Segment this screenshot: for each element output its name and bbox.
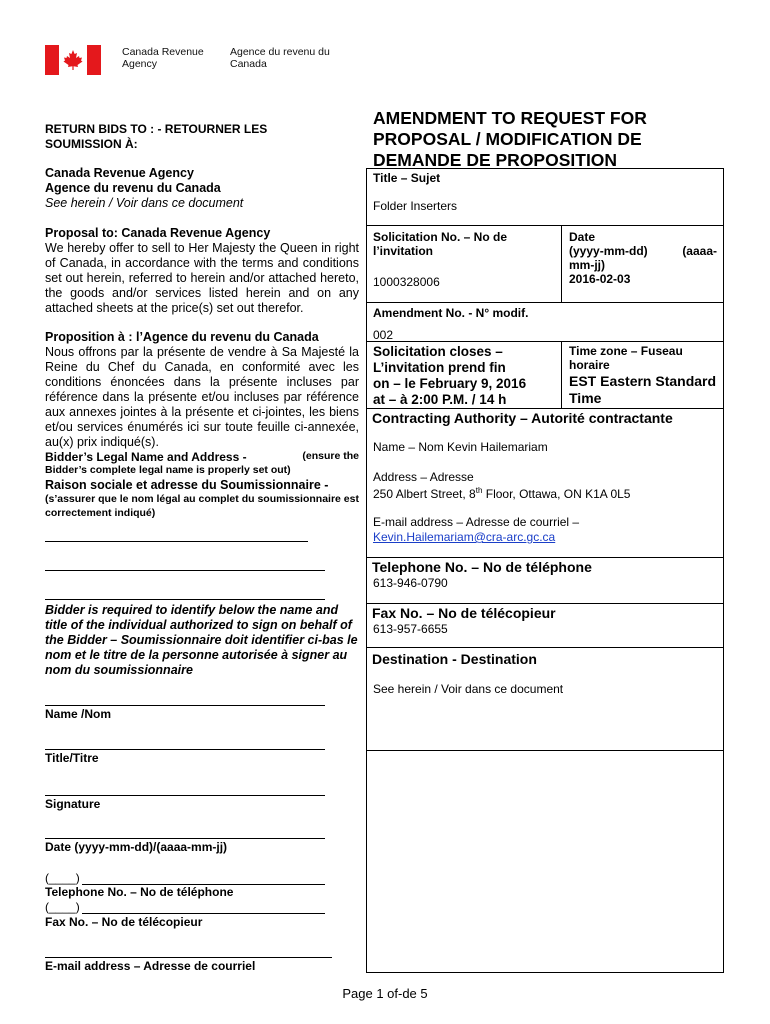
fax-box: [366, 603, 724, 648]
telephone-box: [366, 557, 724, 604]
destination-box: [366, 647, 724, 751]
raison-sociale-label: Raison sociale et adresse du Soumissionnaire -: [45, 478, 329, 492]
authority-email-label: E-mail address – Adresse de courriel –: [373, 515, 580, 529]
raison-sociale-note: (s’assurer que le nom légal au complet du soumissionnaire est correctement indiqué): [45, 493, 359, 519]
proposal-block: [45, 226, 359, 316]
telephone-header: Telephone No. – No de téléphone: [372, 559, 592, 575]
title-box-label: Title – Sujet: [373, 171, 441, 185]
fax-header: Fax No. – No de télécopieur: [372, 605, 556, 621]
closing-text: [373, 344, 526, 408]
return-bids-line1: RETURN BIDS TO : - RETOURNER LES: [45, 122, 268, 136]
fax-area-code: (____): [45, 900, 80, 914]
closes-line4: at – à 2:00 P.M. / 14 h: [373, 392, 507, 407]
destination-value: See herein / Voir dans ce document: [373, 682, 564, 696]
title-line: [45, 749, 325, 750]
title-box-value: Folder Inserters: [373, 199, 458, 213]
date-label-line2: (yyyy-mm-dd): [569, 244, 648, 258]
name-line: [45, 705, 325, 706]
proposition-title: Proposition à : l’Agence du revenu du Canada: [45, 330, 319, 344]
date-label-line3: (aaaa-: [682, 244, 717, 258]
proposition-block: [45, 330, 359, 450]
bidder-legal-name-block: [45, 450, 359, 520]
telephone-label: Telephone No. – No de téléphone: [45, 885, 234, 899]
date-label-line4: mm-jj): [569, 258, 605, 272]
timezone-value-line1: EST Eastern Standard: [569, 373, 717, 389]
return-agency-en: Canada Revenue Agency: [45, 166, 194, 180]
closes-line1: Solicitation closes –: [373, 344, 503, 359]
identify-instructions: Bidder is required to identify below the name and title of the individual authorized to sign on behalf of the Bidder – Soumissionnaire doit identifier ci-bas le nom et le titre de la personne autorisée à signer au nom du soumissionnaire: [45, 603, 358, 677]
return-bids-line2: SOUMISSION À:: [45, 137, 138, 151]
closing-box: [366, 341, 562, 409]
return-agency-fr: Agence du revenu du Canada: [45, 181, 221, 195]
name-label: Name /Nom: [45, 707, 112, 721]
agency-fr-line1: Agence du revenu du: [230, 46, 330, 58]
agency-fr-line2: Canada: [230, 58, 267, 70]
amendment-value: 002: [373, 328, 394, 342]
date-label: Date (yyyy-mm-dd)/(aaaa-mm-jj): [45, 840, 228, 854]
empty-box: [366, 750, 724, 973]
telephone-area-code: (____): [45, 871, 80, 885]
agency-en-line2: Agency: [122, 58, 158, 70]
title-box: [366, 168, 724, 226]
signature-line: [45, 795, 325, 796]
closes-line3: on – le February 9, 2016: [373, 376, 527, 391]
timezone-label-line2: horaire: [569, 358, 610, 372]
contracting-authority-box: [366, 408, 724, 558]
proposition-text: Nous offrons par la présente de vendre à Sa Majesté la Reine du Chef du Canada, en conformité avec les conditions énoncées dans la présente incluses par référence dans la présente et/ou incluses par référence aux annexes jointes à la présente et ci-jointes, les biens et/ou services énumérés ici sur toute feuille ci-annexée, au(x) prix indiqué(s).: [45, 345, 359, 449]
bidder-legal-name-note: (ensure the: [302, 450, 359, 462]
solicitation-box: [366, 225, 562, 303]
page-number: Page 1 of-de 5: [342, 986, 428, 1001]
bidder-name-line-3: [45, 599, 325, 600]
agency-name-fr: [230, 46, 330, 70]
fax-line: [82, 913, 325, 914]
email-line: [45, 957, 332, 958]
address-post: Floor, Ottawa, ON K1A 0L5: [482, 487, 631, 501]
solicitation-label-line1: Solicitation No. – No de: [373, 230, 508, 244]
timezone-box: [561, 341, 724, 409]
date-line: [45, 838, 325, 839]
closes-line2: L’invitation prend fin: [373, 360, 506, 375]
fax-value: 613-957-6655: [373, 622, 448, 636]
authority-address-label: Address – Adresse: [373, 470, 474, 484]
proposal-text: We hereby offer to sell to Her Majesty the Queen in right of Canada, in accordance with the terms and conditions set out herein, referred to herein and/or attached hereto, the goods and/or services listed herein and on any attached sheets at the price(s) set out therefor.: [45, 241, 359, 315]
title-line-3: DEMANDE DE PROPOSITION: [373, 150, 618, 170]
authority-email-link[interactable]: Kevin.Hailemariam@cra-arc.gc.ca: [373, 530, 556, 544]
amendment-label: Amendment No. - N° modif.: [373, 306, 529, 320]
timezone-label: [569, 344, 683, 372]
address-sup: th: [475, 486, 483, 495]
telephone-value: 613-946-0790: [373, 576, 448, 590]
return-see-herein: See herein / Voir dans ce document: [45, 196, 244, 210]
return-address: [45, 166, 243, 211]
document-title: [373, 108, 647, 171]
solicitation-label: [373, 230, 507, 258]
return-bids-heading: [45, 122, 267, 152]
bidder-legal-name-note2: Bidder’s complete legal name is properly set out): [45, 464, 291, 476]
destination-header: Destination - Destination: [372, 651, 537, 667]
proposal-title: Proposal to: Canada Revenue Agency: [45, 226, 271, 240]
canada-flag-logo: [45, 45, 101, 75]
date-value: 2016-02-03: [569, 272, 631, 286]
date-box: [561, 225, 724, 303]
agency-name-en: [122, 46, 204, 70]
timezone-value-line2: Time: [569, 390, 602, 406]
contracting-authority-header: Contracting Authority – Autorité contractante: [372, 410, 673, 426]
date-label-line1: Date: [569, 230, 596, 244]
solicitation-value: 1000328006: [373, 275, 440, 289]
signature-label: Signature: [45, 797, 101, 811]
timezone-label-line1: Time zone – Fuseau: [569, 344, 683, 358]
bidder-name-line-2: [45, 570, 325, 571]
bidder-name-line-1: [45, 541, 308, 542]
timezone-value: [569, 373, 716, 407]
title-label: Title/Titre: [45, 751, 99, 765]
email-label: E-mail address – Adresse de courriel: [45, 959, 256, 973]
solicitation-label-line2: l’invitation: [373, 244, 433, 258]
address-pre: 250 Albert Street, 8: [373, 487, 476, 501]
fax-label: Fax No. – No de télécopieur: [45, 915, 203, 929]
title-line-1: AMENDMENT TO REQUEST FOR: [373, 108, 647, 128]
authority-name: Name – Nom Kevin Hailemariam: [373, 440, 548, 454]
bidder-legal-name-label: Bidder’s Legal Name and Address -: [45, 450, 247, 464]
agency-en-line1: Canada Revenue: [122, 46, 204, 58]
title-line-2: PROPOSAL / MODIFICATION DE: [373, 129, 642, 149]
date-box-label: [569, 230, 717, 286]
authority-address: [373, 486, 630, 501]
amendment-box: [366, 302, 724, 342]
